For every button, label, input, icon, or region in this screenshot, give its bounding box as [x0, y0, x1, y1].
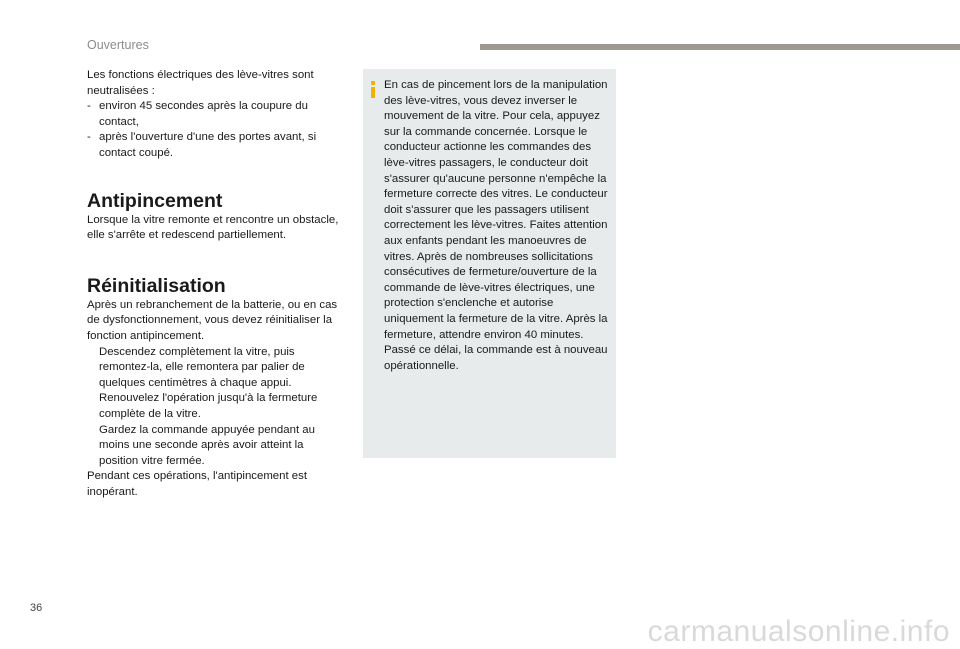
- info-box: [363, 69, 616, 458]
- antipincement-text: Lorsque la vitre remonte et rencontre un obstacle, elle s'arrête et redescend partiellement.: [87, 213, 339, 242]
- intro-text: Les fonctions électriques des lève-vitres sont neutralisées :: [87, 69, 314, 97]
- header-section-title: Ouvertures: [87, 38, 149, 52]
- list-item: [87, 130, 345, 161]
- step-item: [87, 345, 345, 423]
- list-item: [87, 99, 345, 130]
- list-item-text: environ 45 secondes après la coupure du contact,: [99, 100, 308, 128]
- step-text: Descendez complètement la vitre, puis remontez-la, elle remontera par palier de quelques centimètres à chaque appui. Renouvelez l'opération jusqu'à la fermeture complète de la vitre.: [99, 345, 318, 420]
- page-number: 36: [30, 602, 43, 614]
- reinitialisation-heading: Réinitialisation: [87, 274, 226, 297]
- info-icon: [371, 81, 375, 96]
- step-text: Gardez la commande appuyée pendant au moins une seconde après avoir atteint la position vitre fermée.: [99, 423, 315, 467]
- reinitialisation-outro: Pendant ces opérations, l'antipincement est inopérant.: [87, 470, 307, 498]
- left-column: [87, 68, 345, 500]
- intro-list: [87, 99, 345, 161]
- list-marker: -: [87, 100, 91, 113]
- step-item: [87, 423, 345, 470]
- antipincement-heading: Antipincement: [87, 189, 223, 212]
- info-box-text: En cas de pincement lors de la manipulation des lève-vitres, vous devez inverser le mouvement de la vitre. Pour cela, appuyez sur la commande concernée. Lorsque le conducteur actionne les commandes des lève-vitres passagers, le conducteur doit s'assurer qu'aucune personne n'empêche la fermeture correcte des vitres. Le conducteur doit s'assurer que les passagers utilisent correctement les lève-vitres. Faites attention aux enfants pendant les manoeuvres de vitres. Après de nombreuses sollicitations consécutives de fermeture/ouverture de la commande de lève-vitres électriques, une protection s'enclenche et autorise uniquement la fermeture de la vitre. Après la fermeture, attendre environ 40 minutes. Passé ce délai, la commande est à nouveau opérationnelle.: [384, 79, 608, 372]
- watermark: carmanualsonline.info: [647, 615, 950, 648]
- reinitialisation-steps: [87, 345, 345, 470]
- list-marker: -: [87, 131, 91, 144]
- header-rule: [480, 44, 960, 50]
- reinitialisation-intro: Après un rebranchement de la batterie, ou en cas de dysfonctionnement, vous devez réinitialiser la fonction antipincement.: [87, 298, 338, 342]
- list-item-text: après l'ouverture d'une des portes avant, si contact coupé.: [99, 131, 317, 159]
